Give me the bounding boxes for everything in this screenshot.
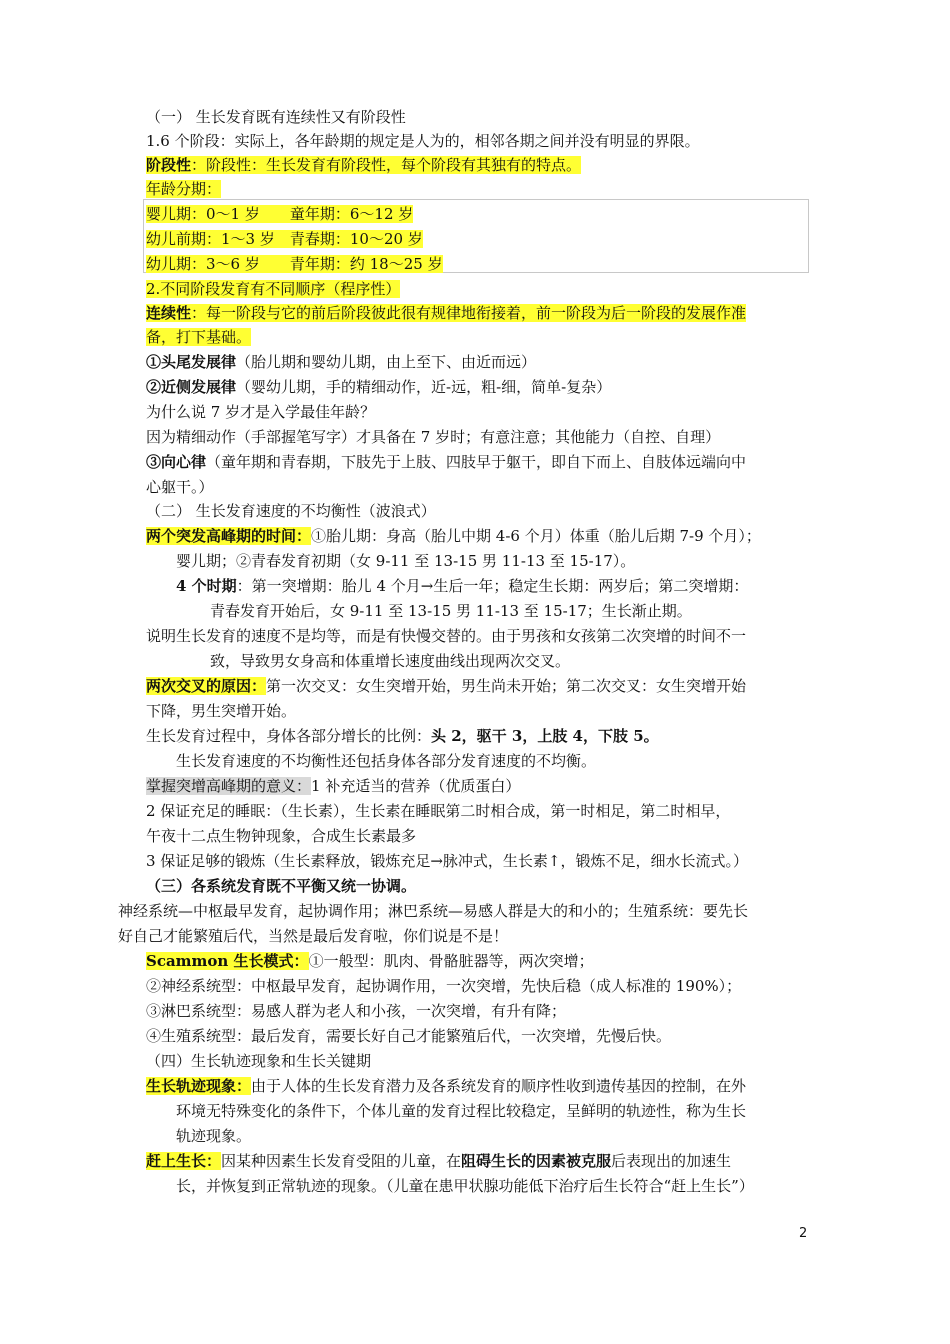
text-segment: 阶段性: [146, 156, 192, 174]
text-segment: （四）生长轨迹现象和生长关键期: [146, 1052, 372, 1070]
text-segment: 神经系统—中枢最早发育，起协调作用；淋巴系统—易感人群是大的和小的；生殖系统：要先长: [118, 902, 749, 920]
text-line: [146, 376, 611, 398]
text-line: [146, 302, 746, 324]
text-line: [146, 1150, 731, 1172]
text-segment: 两个突发高峰期的时间：: [146, 527, 312, 545]
text-segment: （三）各系统发育既不平衡又统一协调。: [146, 877, 417, 895]
text-segment: 生长轨迹现象：: [146, 1077, 252, 1095]
text-segment: 阻碍生长的因素被克服: [461, 1152, 612, 1170]
text-segment: 青春发育开始后，女 9-11 至 13-15 男 11-13 至 15-17；生长渐止期。: [210, 602, 692, 620]
text-line: [146, 725, 659, 747]
text-line: [176, 550, 635, 572]
text-segment: 年龄分期：: [146, 180, 222, 198]
text-segment: 环境无特殊变化的条件下，个体儿童的发育过程比较稳定，呈鲜明的轨迹性，称为生长: [176, 1102, 747, 1120]
text-segment: 连续性: [146, 304, 192, 322]
text-segment: 说明生长发育的速度不是均等，而是有快慢交替的。由于男孩和女孩第二次突增的时间不一: [146, 627, 747, 645]
text-segment: 两次交叉的原因：: [146, 677, 267, 695]
text-segment: 因为精细动作（手部握笔写字）才具备在 7 岁时；有意注意；其他能力（自控、自理）: [146, 428, 721, 446]
text-line: [146, 154, 581, 176]
text-line: [146, 675, 746, 697]
text-segment: 长，并恢复到正常轨迹的现象。（儿童在患甲状腺功能低下治疗后生长符合“赶上生长”）: [176, 1177, 754, 1195]
text-line: [146, 451, 746, 473]
text-segment: 1 补充适当的营养（优质蛋白）: [311, 777, 521, 795]
text-line: [146, 825, 416, 847]
text-segment: （胎儿期和婴幼儿期，由上至下、由近而远）: [236, 353, 537, 371]
text-line: [146, 351, 536, 373]
text-line: [146, 500, 436, 522]
text-segment: （婴幼儿期，手的精细动作，近-远，粗-细，简单-复杂）: [236, 378, 612, 396]
text-segment: 生长发育速度的不均衡性还包括身体各部分发育速度的不均衡。: [176, 752, 597, 770]
text-segment: Scammon 生长模式：: [146, 952, 309, 970]
text-segment: ④生殖系统型：最后发育，需要长好自己才能繁殖后代，一次突增，先慢后快。: [146, 1027, 672, 1045]
text-line: [146, 1050, 371, 1072]
text-segment: 因某种因素生长发育受阻的儿童，在: [221, 1152, 462, 1170]
text-segment: 幼儿期：3～6 岁 青年期：约 18～25 岁: [146, 255, 443, 273]
text-line: [146, 1075, 746, 1097]
text-segment: 第一次交叉：女生突增开始，男生尚未开始；第二次交叉：女生突增开始: [266, 677, 747, 695]
text-segment: 2 保证充足的睡眠：（生长素），生长素在睡眠第二时相合成，第一时相足，第二时相早，: [146, 802, 731, 820]
text-line: [146, 203, 413, 225]
text-line: [176, 1125, 251, 1147]
text-line: [146, 775, 520, 797]
text-segment: ①一般型：肌肉、骨骼脏器等，两次突增；: [308, 952, 594, 970]
text-segment: 午夜十二点生物钟现象，合成生长素最多: [146, 827, 417, 845]
text-segment: ①胎儿期：身高（胎儿中期 4-6 个月）体重（胎儿后期 7-9 个月）；: [311, 527, 761, 545]
text-line: [146, 426, 720, 448]
text-segment: ②神经系统型：中枢最早发育，起协调作用，一次突增，先快后稳（成人标准的 190%）；: [146, 977, 742, 995]
text-segment: 备，打下基础。: [146, 328, 252, 346]
text-segment: （童年期和青春期，下肢先于上肢、四肢早于躯干，即自下而上、自肢体远端向中: [206, 453, 747, 471]
text-segment: ：每一阶段与它的前后阶段彼此很有规律地衔接着，前一阶段为后一阶段的发展作准: [191, 304, 747, 322]
text-segment: 为什么说 7 岁才是入学最佳年龄？: [146, 403, 376, 421]
text-line: [146, 850, 748, 872]
text-segment: 2.不同阶段发育有不同顺序（程序性）: [146, 280, 401, 298]
text-segment: ：阶段性：生长发育有阶段性，每个阶段有其独有的特点。: [191, 156, 582, 174]
text-segment: （二） 生长发育速度的不均衡性（波浪式）: [146, 502, 436, 520]
text-line: [118, 900, 748, 922]
text-segment: 头 2，驱干 3，上肢 4，下肢 5。: [431, 727, 659, 745]
text-segment: 幼儿前期：1～3 岁 青春期：10～20 岁: [146, 230, 423, 248]
text-line: [146, 625, 746, 647]
text-segment: 好自己才能繁殖后代，当然是最后发育啦，你们说是不是！: [118, 927, 509, 945]
text-segment: 婴儿期；②青春发育初期（女 9-11 至 13-15 男 11-13 至 15-17）。: [176, 552, 636, 570]
text-segment: 下降，男生突增开始。: [146, 702, 297, 720]
text-segment: 1.6 个阶段：实际上，各年龄期的规定是人为的，相邻各期之间并没有明显的界限。: [146, 132, 700, 150]
text-segment: 心躯干。）: [146, 478, 214, 496]
text-segment: 4 个时期: [176, 577, 237, 595]
text-segment: 婴儿期：0～1 岁 童年期：6～12 岁: [146, 205, 414, 223]
text-segment: ②近侧发展律: [146, 378, 237, 396]
text-segment: 后表现出的加速生: [611, 1152, 732, 1170]
text-line: [146, 950, 594, 972]
text-line: [146, 476, 214, 498]
text-line: [146, 228, 423, 250]
page-number: 2: [799, 1226, 808, 1241]
text-segment: 赶上生长：: [146, 1152, 222, 1170]
text-segment: 致，导致男女身高和体重增长速度曲线出现两次交叉。: [210, 652, 571, 670]
text-line: [146, 253, 443, 275]
text-segment: ①头尾发展律: [146, 353, 237, 371]
text-line: [146, 130, 700, 152]
text-line: [146, 1000, 566, 1022]
text-segment: 3 保证足够的锻炼（生长素释放，锻炼充足→脉冲式，生长素↑，锻炼不足，细水长流式。）: [146, 852, 748, 870]
text-line: [146, 800, 730, 822]
text-line: [146, 401, 375, 423]
text-line: [176, 1100, 746, 1122]
text-line: [146, 1025, 671, 1047]
text-segment: 掌握突增高峰期的意义：: [146, 777, 312, 795]
text-line: [146, 875, 416, 897]
text-segment: 生长发育过程中，身体各部分增长的比例：: [146, 727, 432, 745]
text-line: [118, 925, 508, 947]
text-line: [146, 975, 741, 997]
text-line: [210, 650, 570, 672]
text-line: [146, 326, 251, 348]
text-line: [146, 278, 400, 300]
text-segment: 轨迹现象。: [176, 1127, 252, 1145]
text-line: [146, 700, 296, 722]
text-segment: 由于人体的生长发育潜力及各系统发育的顺序性收到遗传基因的控制，在外: [251, 1077, 747, 1095]
text-line: [146, 178, 221, 200]
text-line: [176, 1175, 754, 1197]
text-segment: ：第一突增期：胎儿 4 个月→生后一年；稳定生长期：两岁后；第二突增期：: [236, 577, 749, 595]
text-line: [146, 525, 761, 547]
text-line: [176, 575, 748, 597]
text-line: [210, 600, 692, 622]
text-segment: （一） 生长发育既有连续性又有阶段性: [146, 108, 406, 126]
text-segment: ③淋巴系统型：易感人群为老人和小孩，一次突增，有升有降；: [146, 1002, 567, 1020]
text-line: [176, 750, 596, 772]
text-segment: ③向心律: [146, 453, 207, 471]
text-line: [146, 106, 406, 128]
